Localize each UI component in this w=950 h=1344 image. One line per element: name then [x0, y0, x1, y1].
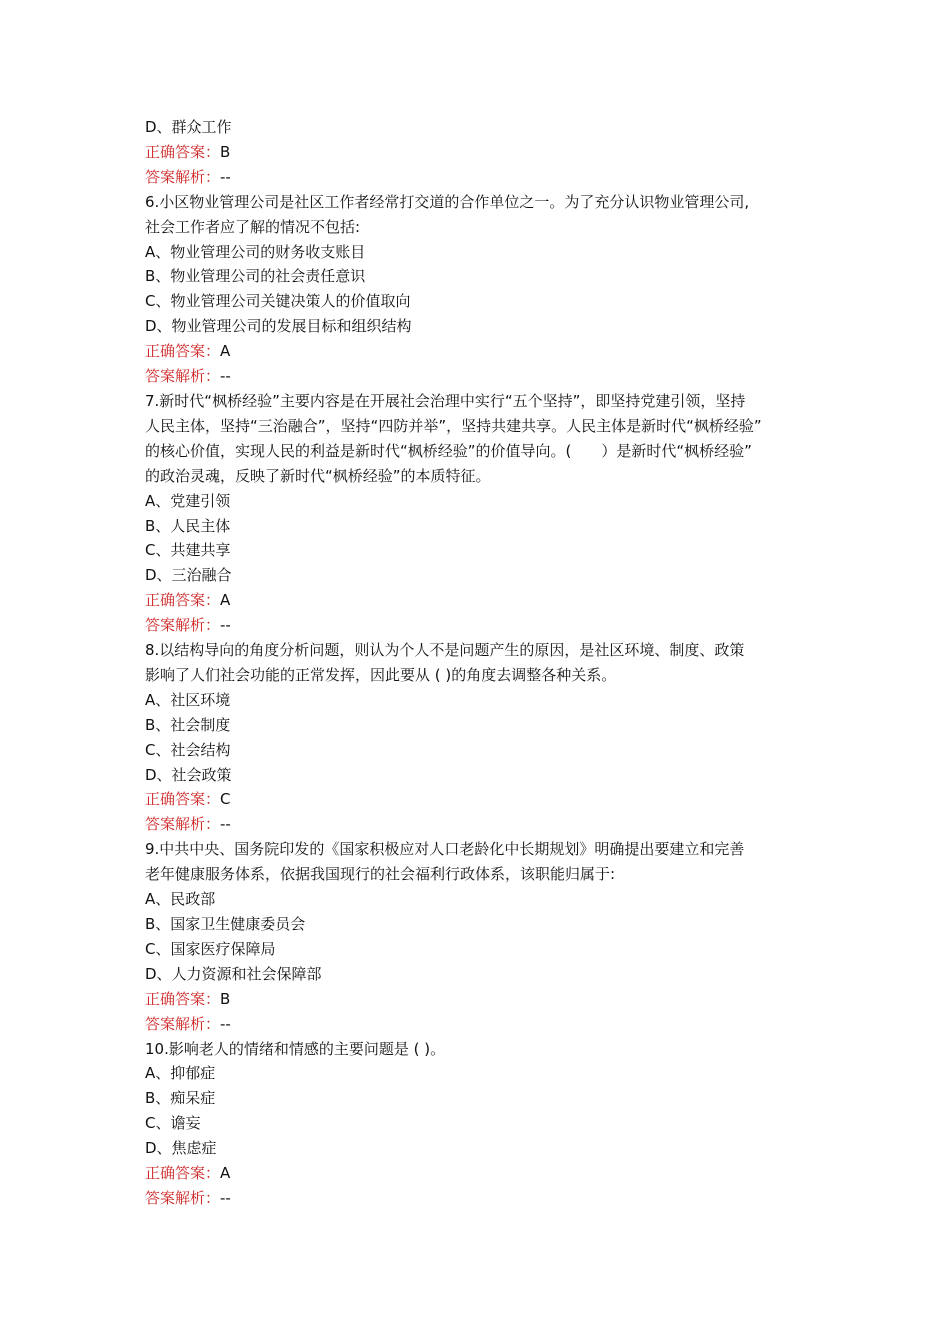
option-c: C、社会结构	[145, 740, 231, 759]
question-stem-line: 老年健康服务体系，依据我国现行的社会福利行政体系，该职能归属于:	[145, 865, 616, 884]
question-block	[145, 1037, 815, 1211]
option-c: C、国家医疗保障局	[145, 939, 276, 958]
question-stem-line: 6.小区物业管理公司是社区工作者经常打交道的合作单位之一。为了充分认识物业管理公司,	[145, 192, 750, 211]
analysis-row	[145, 1186, 815, 1211]
correct-answer-label: 正确答案：	[145, 989, 221, 1008]
correct-answer-row	[145, 787, 815, 812]
correct-answer-label: 正确答案：	[145, 142, 221, 161]
correct-answer-value: A	[220, 1164, 231, 1183]
correct-answer-label: 正确答案：	[145, 591, 221, 610]
correct-answer-row	[145, 339, 815, 364]
option-c: C、谵妄	[145, 1114, 201, 1133]
analysis-label: 答案解析：	[145, 1014, 221, 1033]
correct-answer-label: 正确答案：	[145, 1164, 221, 1183]
option-d: D、人力资源和社会保障部	[145, 964, 322, 983]
analysis-value: --	[220, 367, 231, 386]
option-b: B、社会制度	[145, 715, 231, 734]
analysis-row	[145, 613, 815, 638]
question-stem-line: 8.以结构导向的角度分析问题，则认为个人不是问题产生的原因，是社区环境、制度、政策	[145, 641, 745, 660]
option-d: D、三治融合	[145, 566, 232, 585]
option-a: A、党建引领	[145, 491, 231, 510]
option-a: A、社区环境	[145, 690, 231, 709]
option-d: D、社会政策	[145, 765, 232, 784]
question-block	[145, 389, 815, 638]
option-a: A、民政部	[145, 890, 216, 909]
option-b: B、物业管理公司的社会责任意识	[145, 267, 366, 286]
analysis-label: 答案解析：	[145, 367, 221, 386]
correct-answer-label: 正确答案：	[145, 342, 221, 361]
option-b: B、人民主体	[145, 516, 231, 535]
question-block	[145, 638, 815, 837]
question-block	[145, 837, 815, 1036]
correct-answer-value: A	[220, 591, 231, 610]
option-b: B、国家卫生健康委员会	[145, 915, 306, 933]
analysis-row	[145, 1012, 815, 1037]
analysis-value: --	[220, 167, 231, 186]
correct-answer-value: C	[220, 790, 231, 809]
question-stem-line: 9.中共中央、国务院印发的《国家积极应对人口老龄化中长期规划》明确提出要建立和完善	[145, 840, 745, 859]
option-d: D、物业管理公司的发展目标和组织结构	[145, 317, 412, 336]
option-d: D、焦虑症	[145, 1139, 217, 1158]
analysis-row	[145, 364, 815, 389]
document-page	[145, 115, 815, 1211]
question-stem-line: 社会工作者应了解的情况不包括:	[145, 217, 361, 236]
question-stem-line: 的核心价值，实现人民的利益是新时代“枫桥经验”的价值导向。( ）是新时代“枫桥经验”	[145, 441, 752, 460]
question-stem-line: 的政治灵魂，反映了新时代“枫桥经验”的本质特征。	[145, 466, 491, 485]
analysis-value: --	[220, 1188, 231, 1207]
correct-answer-label: 正确答案：	[145, 790, 221, 809]
option-a: A、抑郁症	[145, 1064, 216, 1083]
analysis-label: 答案解析：	[145, 167, 221, 186]
correct-answer-row	[145, 987, 815, 1012]
correct-answer-value: B	[220, 142, 231, 161]
question-stem-line: 影响了人们社会功能的正常发挥，因此要从 ( )的角度去调整各种关系。	[145, 665, 617, 684]
analysis-value: --	[220, 616, 231, 635]
question-block	[145, 190, 815, 389]
option-a: A、物业管理公司的财务收支账目	[145, 242, 366, 261]
analysis-value: --	[220, 1014, 231, 1033]
correct-answer-row	[145, 1161, 815, 1186]
question-stem-line: 人民主体，坚持“三治融合”，坚持“四防并举”，坚持共建共享。人民主体是新时代“枫桥经验”	[145, 416, 762, 435]
analysis-value: --	[220, 815, 231, 834]
analysis-label: 答案解析：	[145, 616, 221, 635]
correct-answer-row	[145, 588, 815, 613]
analysis-label: 答案解析：	[145, 815, 221, 834]
question-stem-line: 10.影响老人的情绪和情感的主要问题是 ( )。	[145, 1039, 446, 1058]
question-stem-line: 7.新时代“枫桥经验”主要内容是在开展社会治理中实行“五个坚持”，即坚持党建引领，坚持	[145, 391, 746, 410]
correct-answer-row	[145, 140, 815, 165]
option-c: C、物业管理公司关键决策人的价值取向	[145, 292, 411, 311]
analysis-row	[145, 812, 815, 837]
option-c: C、共建共享	[145, 541, 231, 560]
correct-answer-value: B	[220, 989, 231, 1008]
option-d: D、群众工作	[145, 118, 232, 136]
analysis-label: 答案解析：	[145, 1188, 221, 1207]
analysis-row	[145, 165, 815, 190]
option-b: B、痴呆症	[145, 1089, 216, 1108]
correct-answer-value: A	[220, 342, 231, 361]
